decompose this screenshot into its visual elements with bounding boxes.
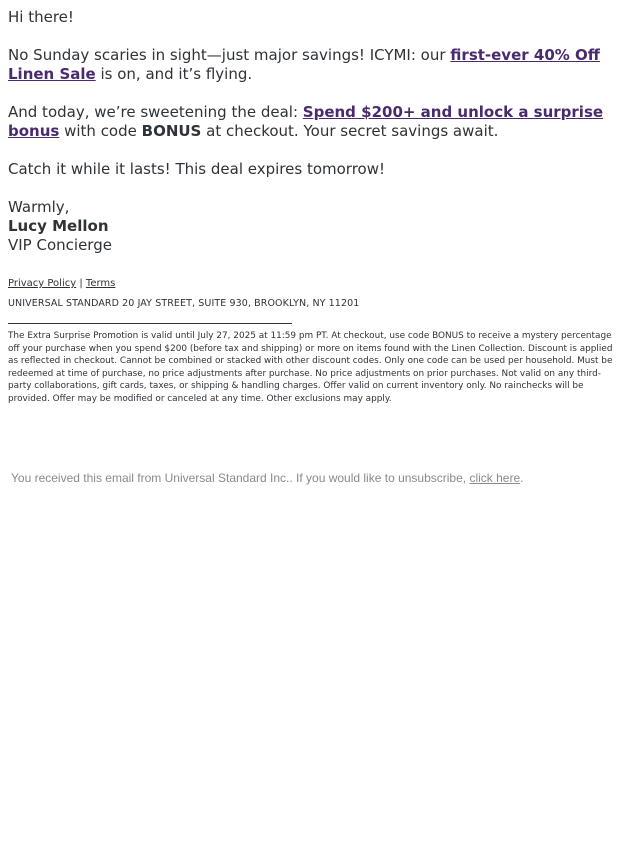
- spacer: [8, 179, 632, 198]
- unsubscribe-text: You received this email from Universal Standard Inc.. If you would like to unsubscribe,: [11, 470, 470, 485]
- greeting-text: Hi there!: [8, 8, 74, 26]
- unsubscribe-link[interactable]: click here: [469, 470, 521, 485]
- signer-name: Lucy Mellon: [8, 217, 109, 235]
- paragraph-expiry: Catch it while it lasts! This deal expires tomorrow!: [8, 160, 385, 178]
- promo-code: BONUS: [141, 122, 202, 140]
- promo-disclaimer: The Extra Surprise Promotion is valid until July 27, 2025 at 11:59 pm PT. At checkout, use code BONUS to receive a mystery percentage off your purchase when you spend $200 (before tax and shipping) or more on items found with the Linen Collection. Discount is applied as reflected in checkout. Cannot be combined or stacked with other discount codes. Only one code can be used per household. Must be redeemed at time of purchase, no price adjustments after purchase. No price adjustments on prior purchases. Not valid on any third-party collaborations, gift cards, taxes, or shipping & handling charges. Offer valid on current inventory only. No rainchecks will be provided. Offer may be modified or canceled at any time. Other exclusions may apply.: [8, 331, 613, 404]
- paragraph-bonus-offer: [8, 103, 632, 141]
- unsubscribe-notice: [8, 470, 632, 486]
- paragraph-text: is on, and it’s flying.: [95, 65, 253, 83]
- paragraph-text: with code: [59, 122, 142, 140]
- terms-link[interactable]: Terms: [85, 278, 116, 289]
- spacer: [8, 141, 632, 160]
- footer-links: [8, 277, 632, 290]
- signoff-text: Warmly,: [8, 198, 70, 216]
- surprise-bonus-link[interactable]: Spend $200+ and unlock a surprise bonus: [8, 103, 604, 140]
- spacer: [8, 27, 632, 46]
- spacer: [8, 84, 632, 103]
- linen-sale-link[interactable]: first-ever 40% Off Linen Sale: [8, 46, 600, 83]
- paragraph-text: And today, we’re sweetening the deal:: [8, 103, 303, 121]
- signer-title: VIP Concierge: [8, 236, 112, 254]
- company-address: UNIVERSAL STANDARD 20 JAY STREET, SUITE 930, BROOKLYN, NY 11201: [8, 298, 360, 309]
- divider: [8, 323, 292, 324]
- paragraph-text: at checkout. Your secret savings await.: [201, 122, 499, 140]
- privacy-policy-link[interactable]: Privacy Policy: [8, 278, 77, 289]
- paragraph-linen-sale: [8, 46, 632, 84]
- unsubscribe-end: .: [520, 470, 524, 485]
- link-separator: |: [79, 278, 83, 289]
- paragraph-text: No Sunday scaries in sight—just major savings! ICYMI: our: [8, 46, 451, 64]
